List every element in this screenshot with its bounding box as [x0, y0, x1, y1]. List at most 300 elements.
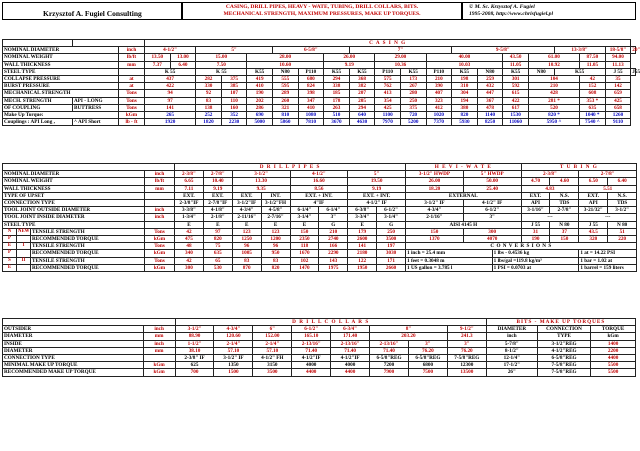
casing-value: 13.50: [145, 54, 171, 61]
casing-value: 310: [452, 83, 478, 90]
casing-value: K55: [452, 68, 478, 75]
tubing-value: 43.5: [579, 228, 608, 235]
casing-value: P110: [426, 68, 452, 75]
strength-value: 42: [175, 228, 204, 235]
strength-value: 83: [232, 257, 261, 264]
casing-value: 142: [605, 83, 631, 90]
casing-value: 207: [349, 90, 375, 97]
conversion: 1 inch = 25.4 mm: [406, 250, 493, 257]
pipes-value: 1-3/4": [175, 214, 204, 221]
row-unit: Tons: [119, 90, 145, 97]
side-letter: E: [3, 243, 17, 250]
collar-value: 3": [408, 340, 447, 347]
collar-value: 38.10: [175, 347, 214, 354]
pipes-value: 2-3/8": [521, 171, 579, 178]
strength-value: 950: [261, 250, 290, 257]
pipes-value: 3-1/2" HWDP: [406, 171, 464, 178]
row-label: Couplings : API Long ,: [3, 119, 73, 126]
pipes-strength-row: [3, 257, 637, 264]
row-label: DIAMETER: [3, 347, 144, 354]
casing-value: 152: [580, 83, 606, 90]
casing-value: 390: [426, 83, 452, 90]
casing-value: K55: [324, 68, 350, 75]
casing-value: 20": [632, 47, 640, 54]
pipes-value: 6.40: [608, 178, 637, 185]
collar-value: 1500: [214, 369, 253, 376]
collar-value: 6-5/8"REG: [370, 355, 409, 362]
pipes-value: 4.83: [521, 185, 579, 192]
pipes-value: 6-1/2": [377, 207, 406, 214]
strength-value: 123: [232, 228, 261, 235]
section-title-tubing: T U B I N G: [521, 164, 637, 171]
row-label: BURST PRESSURE: [3, 83, 119, 90]
casing-table: [2, 39, 640, 126]
row-unit: kGm: [145, 250, 175, 257]
casing-value: 87.50: [580, 54, 606, 61]
pipes-value: 6-3/8": [348, 207, 377, 214]
casing-value: 29.00: [375, 54, 426, 61]
strength-value: 197: [377, 243, 406, 250]
collars-row: [3, 369, 636, 376]
strength-value: 3030: [377, 250, 406, 257]
strength-value: 166: [319, 243, 348, 250]
section-title-bits: BITS - MAKE UP TORQUES: [486, 319, 635, 326]
strength-value: 48: [175, 243, 204, 250]
bits-header: TORQUE: [591, 326, 636, 333]
casing-value: 141: [145, 104, 196, 111]
bits-value: 5-7/8": [486, 340, 537, 347]
pipes-value: 6-1/4": [319, 207, 348, 214]
row-unit: Tons: [145, 257, 175, 264]
casing-value: 410: [247, 83, 273, 90]
collar-value: 76.20: [408, 347, 447, 354]
casing-value: 635: [580, 104, 606, 111]
collar-value: 7900: [370, 369, 409, 376]
row-label: NOMINAL WEIGHT: [3, 178, 145, 185]
collar-value: 2-1/4": [214, 340, 253, 347]
pipes-value: 4.60: [550, 178, 579, 185]
row-unit: kGm: [119, 112, 145, 119]
collar-value: 3-1/2": [175, 326, 214, 333]
casing-value: 820 *: [528, 112, 579, 119]
pipes-value: 9.35: [232, 185, 290, 192]
casing-value: K55: [247, 68, 273, 75]
casing-value: 11.05: [580, 61, 606, 68]
casing-value: 428: [528, 90, 579, 97]
pipes-value: 3-1/16": [521, 207, 550, 214]
casing-row: [3, 104, 636, 111]
casing-value: 281 *: [528, 97, 579, 104]
conversion: 1 US gallon = 3.785 l: [406, 264, 493, 271]
casing-value: 1020: [426, 112, 452, 119]
casing-value: 5000: [247, 119, 273, 126]
pipes-value: 8.56: [290, 185, 348, 192]
class-label: [17, 236, 31, 243]
pipes-value: E: [175, 221, 204, 228]
strength-value: 300: [463, 228, 521, 235]
casing-value: 5930: [452, 119, 478, 126]
strength-value: 340: [175, 250, 204, 257]
casing-row: [3, 61, 636, 68]
pipes-value: 5": [348, 171, 406, 178]
tubing-value: 51: [608, 228, 637, 235]
pipes-value: N 80: [608, 221, 637, 228]
pipes-row: [3, 214, 637, 221]
casing-value: 6.40: [170, 61, 196, 68]
casing-row: [3, 97, 636, 104]
row-unit: inch: [143, 340, 175, 347]
casing-value: 615: [503, 90, 529, 97]
pipes-value: EXT.: [175, 192, 204, 199]
casing-value: 422: [503, 97, 529, 104]
title-line-2: MECHANICAL STRENGTH, MAXIMUM PRESSURES, MAKE UP TORQUES.: [223, 11, 421, 17]
casing-value: 280: [400, 90, 426, 97]
casing-value: 28.00: [247, 54, 324, 61]
casing-value: 7.37: [145, 61, 171, 68]
strength-value: 118: [290, 243, 319, 250]
collar-value: 152.00: [253, 333, 292, 340]
row-unit: [145, 200, 175, 207]
row-label: TENSILE STRENGTH: [31, 243, 145, 250]
strength-value: 123: [261, 228, 290, 235]
casing-value: 3670: [324, 119, 350, 126]
row-label: COLLAPSE PRESSURE: [3, 76, 119, 83]
casing-value: 338: [324, 83, 350, 90]
casing-value: 301: [503, 76, 529, 83]
row-label: CONNECTION TYPE: [3, 355, 144, 362]
casing-value: 267: [400, 83, 426, 90]
casing-value: 190: [247, 90, 273, 97]
casing-value: 94: [145, 90, 196, 97]
row-label: RECOMMENDED TORQUE: [31, 236, 145, 243]
pipes-value: EXT.: [203, 192, 232, 199]
pipes-value: E: [232, 221, 261, 228]
pipes-value: G: [319, 221, 348, 228]
pipes-value: N 80: [550, 221, 579, 228]
collar-value: 171.40: [331, 333, 370, 340]
casing-value: 260: [272, 97, 298, 104]
class-label: I: [17, 243, 31, 250]
row-unit: lb - ft: [119, 119, 145, 126]
collars-row: [3, 340, 636, 347]
collar-value: 1-1/2": [175, 340, 214, 347]
pipes-value: API: [521, 200, 550, 207]
strength-value: 83: [261, 257, 290, 264]
casing-value: 385: [221, 83, 247, 90]
row-unit: inch: [119, 47, 145, 54]
pipes-row: [3, 192, 637, 199]
casing-row: [3, 90, 636, 97]
casing-value: 160: [221, 104, 247, 111]
pipes-value: 2-7/8": [550, 207, 579, 214]
casing-value: 61.00: [528, 54, 579, 61]
bits-value: 26": [486, 369, 537, 376]
casing-value: K 55: [196, 68, 247, 75]
casing-value: 690: [247, 112, 273, 119]
casing-value: 259: [477, 76, 503, 83]
row-label: NOMINAL WEIGHT: [3, 54, 119, 61]
row-unit: mm: [119, 61, 145, 68]
pipes-value: 4-5/8": [261, 207, 290, 214]
collar-value: 241.3: [447, 333, 486, 340]
casing-value: 810: [272, 112, 298, 119]
casing-value: 7": [349, 47, 451, 54]
pipes-value: J 55: [521, 221, 550, 228]
casing-value: 375: [221, 76, 247, 83]
casing-value: 294: [324, 76, 350, 83]
casing-value: 375: [400, 104, 426, 111]
strength-value: 820: [203, 236, 232, 243]
row-label: NOMINAL DIAMETER: [3, 47, 119, 54]
row-label: WALL THICKNESS: [3, 61, 119, 68]
strength-value: 97: [203, 228, 232, 235]
row-unit: kGm: [145, 264, 175, 271]
casing-value: 680: [298, 76, 324, 83]
casing-value: P110: [375, 68, 401, 75]
row-unit: kGm: [145, 236, 175, 243]
collar-value: 7500: [408, 369, 447, 376]
collar-value: 4400: [331, 369, 370, 376]
casing-value: 422: [145, 83, 196, 90]
casing-value: 1920: [145, 119, 196, 126]
casing-value: 575: [375, 76, 401, 83]
pipes-value: 2-7/8": [203, 171, 232, 178]
pipes-value: INT.: [261, 192, 290, 199]
row-unit: at: [119, 76, 145, 83]
casing-value: 762: [375, 83, 401, 90]
row-label: CONNECTION TYPE: [3, 200, 145, 207]
casing-value: 92: [196, 90, 222, 97]
strength-value: 530: [203, 264, 232, 271]
collar-value: 2-13/16": [292, 340, 331, 347]
strength-value: 2180: [348, 250, 377, 257]
pipes-value: 16.60: [290, 178, 348, 185]
collar-value: 6-1/2": [292, 326, 331, 333]
class-label: NEW: [18, 228, 30, 234]
casing-value: 252: [196, 112, 222, 119]
collars-table: [2, 318, 636, 377]
casing-value: 15.00: [196, 54, 247, 61]
pipes-strength-row: [3, 243, 637, 250]
pipes-value: 9.19: [348, 185, 406, 192]
casing-value: 35: [605, 76, 631, 83]
blank: [73, 40, 145, 47]
pipes-value: 4-1/2" IF: [348, 200, 406, 207]
casing-value: 321: [272, 104, 298, 111]
row-label: Make Up Torque:: [3, 112, 119, 119]
copyright-box: [462, 2, 636, 20]
pipes-value: 3-1/2" IF: [406, 200, 464, 207]
row-unit: Tons: [119, 97, 145, 104]
casing-value: 43.50: [503, 54, 529, 61]
row-label: STEEL TYPE: [3, 221, 145, 228]
bits-value: 1400: [591, 340, 636, 347]
row-unit: mm: [145, 185, 175, 192]
casing-value: 658: [605, 104, 631, 111]
casing-value: 354: [375, 97, 401, 104]
casing-value: 10.92: [528, 61, 579, 68]
strength-value: 475: [175, 236, 204, 243]
row-sublabel: ^ API Short: [73, 119, 119, 126]
row-label: INSIDE: [3, 340, 144, 347]
collar-value: 71.40: [370, 347, 409, 354]
section-title-casing: C A S I N G: [145, 40, 631, 47]
pipes-value: 3-1/2"IF: [232, 200, 261, 207]
row-unit: mm: [143, 333, 175, 340]
casing-value: 83: [196, 97, 222, 104]
casing-value: 382: [349, 83, 375, 90]
collar-value: 203.20: [370, 333, 448, 340]
casing-value: 419: [247, 76, 273, 83]
pipes-value: E: [290, 221, 319, 228]
casing-value: 263: [324, 104, 350, 111]
side-letter: P: [3, 236, 17, 243]
casing-value: 425: [375, 104, 401, 111]
side-letter: S: [3, 257, 17, 264]
row-label: WALL THICKNESS: [3, 185, 145, 192]
strength-value: 3500: [377, 236, 406, 243]
casing-value: 352: [221, 112, 247, 119]
pipes-value: ---: [579, 214, 637, 221]
casing-value: 178: [324, 97, 350, 104]
conversions-title: C O N V E R S I O N S: [406, 243, 637, 250]
pipes-value: EXT.: [521, 192, 550, 199]
section-title-drill-collars: D R I L L C O L L A R S: [175, 319, 486, 326]
side-letter: E: [3, 264, 17, 271]
casing-value: 7540 ^: [580, 119, 606, 126]
pipes-row: [3, 171, 637, 178]
casing-value: 294: [349, 104, 375, 111]
pipes-value: 3-21/32": [579, 207, 608, 214]
pipes-row: [3, 185, 637, 192]
collar-value: 88.90: [175, 333, 214, 340]
conversion: 1 PSI = 0.0703 at: [492, 264, 579, 271]
casing-value: 478: [477, 104, 503, 111]
strength-value: 96: [261, 243, 290, 250]
casing-value: K55: [503, 68, 529, 75]
collar-value: 71.40: [331, 347, 370, 354]
casing-value: 104: [528, 76, 579, 83]
pipes-row: [3, 207, 637, 214]
casing-value: 304: [452, 90, 478, 97]
collar-value: 12300: [447, 362, 486, 369]
casing-value: 7810: [298, 119, 324, 126]
row-unit: mm: [143, 347, 175, 354]
casing-value: 265: [145, 112, 196, 119]
casing-value: 289: [272, 90, 298, 97]
pipes-value: 6.65: [175, 178, 204, 185]
strength-value: 141: [348, 243, 377, 250]
row-unit: at: [119, 83, 145, 90]
row-unit: Tons: [119, 104, 145, 111]
collar-value: 2-13/16": [331, 340, 370, 347]
pipes-value: 2-7/16": [261, 214, 290, 221]
casing-value: 13.00: [170, 54, 196, 61]
row-unit: [145, 192, 175, 199]
class-label: [17, 250, 31, 257]
strength-value: 150: [406, 228, 464, 235]
pipes-value: E: [348, 221, 377, 228]
row-label: TYPE OF UPSET: [3, 192, 145, 199]
row-label: NOMINAL DIAMETER: [3, 171, 145, 178]
pipes-value: 4-1/2" IF: [463, 200, 521, 207]
row-label: RECOMMENDED TORQUE: [31, 250, 145, 257]
pipes-value: 18.20: [406, 185, 464, 192]
row-label: RECOMMENDED TORQUE: [31, 264, 145, 271]
casing-value: 608: [580, 90, 606, 97]
casing-value: 5860: [272, 119, 298, 126]
casing-value: 410: [298, 104, 324, 111]
tubing-value: 220: [608, 236, 637, 243]
casing-value: 368: [349, 76, 375, 83]
casing-value: 9.19: [324, 61, 375, 68]
casing-row: [3, 54, 636, 61]
bits-value: 8-1/2": [486, 347, 537, 354]
casing-value: 640: [349, 112, 375, 119]
pipes-value: E: [261, 221, 290, 228]
row-unit: lb/ft: [145, 178, 175, 185]
pipes-table: [2, 163, 637, 272]
casing-value: 286: [247, 104, 273, 111]
bits-value: 5500: [591, 369, 636, 376]
casing-value: 282: [196, 76, 222, 83]
casing-row: [3, 112, 636, 119]
strength-value: 1470: [290, 264, 319, 271]
strength-value: 150: [290, 228, 319, 235]
casing-value: 10.03: [426, 61, 503, 68]
casing-value: J55: [632, 68, 640, 75]
casing-value: 5950 ^: [528, 119, 579, 126]
pipes-value: 3-1/2"FH: [261, 200, 290, 207]
casing-value: N80: [477, 68, 503, 75]
casing-value: 413: [375, 90, 401, 97]
blank: [3, 164, 175, 171]
pipes-value: 7.11: [175, 185, 204, 192]
casing-value: N80: [528, 68, 554, 75]
casing-row: [3, 68, 636, 75]
casing-value: 347: [298, 97, 324, 104]
casing-value: 194: [452, 97, 478, 104]
casing-value: 13-3/8": [554, 47, 605, 54]
casing-value: 40.00: [426, 54, 503, 61]
collar-value: 4000: [331, 362, 370, 369]
pipes-value: 2-3/8"IF: [175, 200, 204, 207]
casing-value: 9110: [605, 119, 631, 126]
bits-value: 4400: [591, 355, 636, 362]
copyright: © M. Sc. Krzysztof A. Fugiel: [469, 4, 535, 10]
casing-value: 10.36: [375, 61, 426, 68]
strength-value: 1250: [232, 236, 261, 243]
bits-value: 12-1/4": [486, 355, 537, 362]
casing-value: 9-5/8": [452, 47, 554, 54]
row-label: TOOL JOINT INSIDE DIAMETER: [3, 214, 145, 221]
section-title-heviwate: H E V I - W A T E: [406, 164, 522, 171]
bits-header: DIAMETER: [486, 326, 537, 333]
strength-value: 2290: [319, 250, 348, 257]
row-sublabel: API - LONG: [73, 97, 119, 104]
pipes-value: 3-1/2": [232, 171, 290, 178]
row-label: TENSILE STRENGTH: [31, 257, 145, 264]
casing-value: 432: [477, 83, 503, 90]
casing-value: 1040 *: [580, 112, 606, 119]
collar-value: 6-5/8"REG: [408, 355, 447, 362]
casing-value: K55: [554, 68, 605, 75]
collar-value: 6800: [408, 362, 447, 369]
casing-value: 205: [349, 97, 375, 104]
collars-row: [3, 326, 636, 333]
collar-value: 76.20: [447, 347, 486, 354]
casing-value: J 55: [605, 68, 631, 75]
